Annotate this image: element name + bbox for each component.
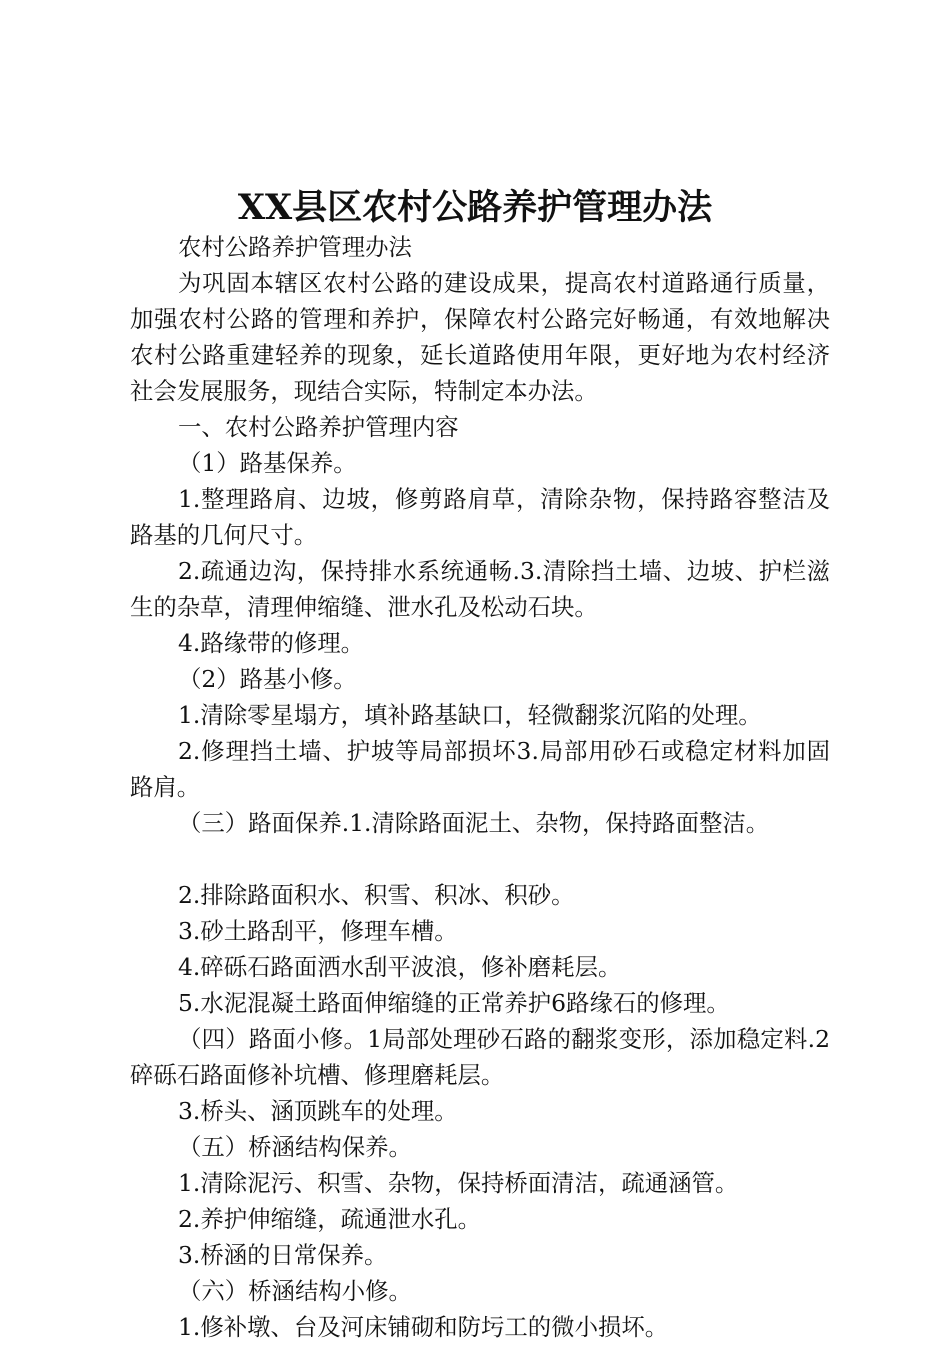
subsection-heading: （五）桥涵结构保养。 bbox=[178, 1133, 412, 1161]
paragraph: 5.水泥混凝土路面伸缩缝的正常养护6路缘石的修理。 bbox=[178, 989, 730, 1017]
paragraph: 1.清除泥污、积雪、杂物，保持桥面清洁，疏通涵管。 bbox=[178, 1169, 739, 1197]
paragraph: 为巩固本辖区农村公路的建设成果，提高农村道路通行质量，加强农村公路的管理和养护，保障农村公路完好畅通，有效地解决农村公路重建轻养的现象，延长道路使用年限，更好地为农村经济社会发展服务，现结合实际，特制定本办法。 bbox=[130, 269, 830, 405]
paragraph: 3.桥涵的日常保养。 bbox=[178, 1241, 388, 1269]
document-title: XX县区农村公路养护管理办法 bbox=[237, 187, 713, 228]
paragraph: 1.修补墩、台及河床铺砌和防圬工的微小损坏。 bbox=[178, 1313, 669, 1341]
paragraph: 2.疏通边沟，保持排水系统通畅.3.清除挡土墙、边坡、护栏滋生的杂草，清理伸缩缝、泄水孔及松动石块。 bbox=[130, 557, 830, 621]
blank-line bbox=[130, 841, 830, 877]
document-body bbox=[130, 229, 830, 1345]
paragraph: 1.清除零星塌方，填补路基缺口，轻微翻浆沉陷的处理。 bbox=[178, 701, 762, 729]
section-heading: 一、农村公路养护管理内容 bbox=[178, 413, 459, 441]
paragraph: 3.桥头、涵顶跳车的处理。 bbox=[178, 1097, 458, 1125]
subsection-heading: （2）路基小修。 bbox=[178, 665, 357, 693]
paragraph: 1.整理路肩、边坡，修剪路肩草，清除杂物，保持路容整洁及路基的几何尺寸。 bbox=[130, 485, 830, 549]
paragraph: 3.砂土路刮平，修理车槽。 bbox=[178, 917, 458, 945]
paragraph: 2.养护伸缩缝，疏通泄水孔。 bbox=[178, 1205, 482, 1233]
paragraph: 农村公路养护管理办法 bbox=[178, 233, 412, 261]
subsection-heading: （三）路面保养.1.清除路面泥土、杂物，保持路面整洁。 bbox=[178, 809, 770, 837]
paragraph: 2.排除路面积水、积雪、积冰、积砂。 bbox=[178, 881, 575, 909]
paragraph: 2.修理挡土墙、护坡等局部损坏3.局部用砂石或稳定材料加固路肩。 bbox=[130, 737, 830, 801]
paragraph: 4.路缘带的修理。 bbox=[178, 629, 365, 657]
subsection-heading: （四）路面小修。1局部处理砂石路的翻浆变形，添加稳定料.2碎砾石路面修补坑槽、修理磨耗层。 bbox=[130, 1025, 830, 1089]
subsection-heading: （六）桥涵结构小修。 bbox=[178, 1277, 412, 1305]
subsection-heading: （1）路基保养。 bbox=[178, 449, 357, 477]
paragraph: 4.碎砾石路面洒水刮平波浪，修补磨耗层。 bbox=[178, 953, 622, 981]
